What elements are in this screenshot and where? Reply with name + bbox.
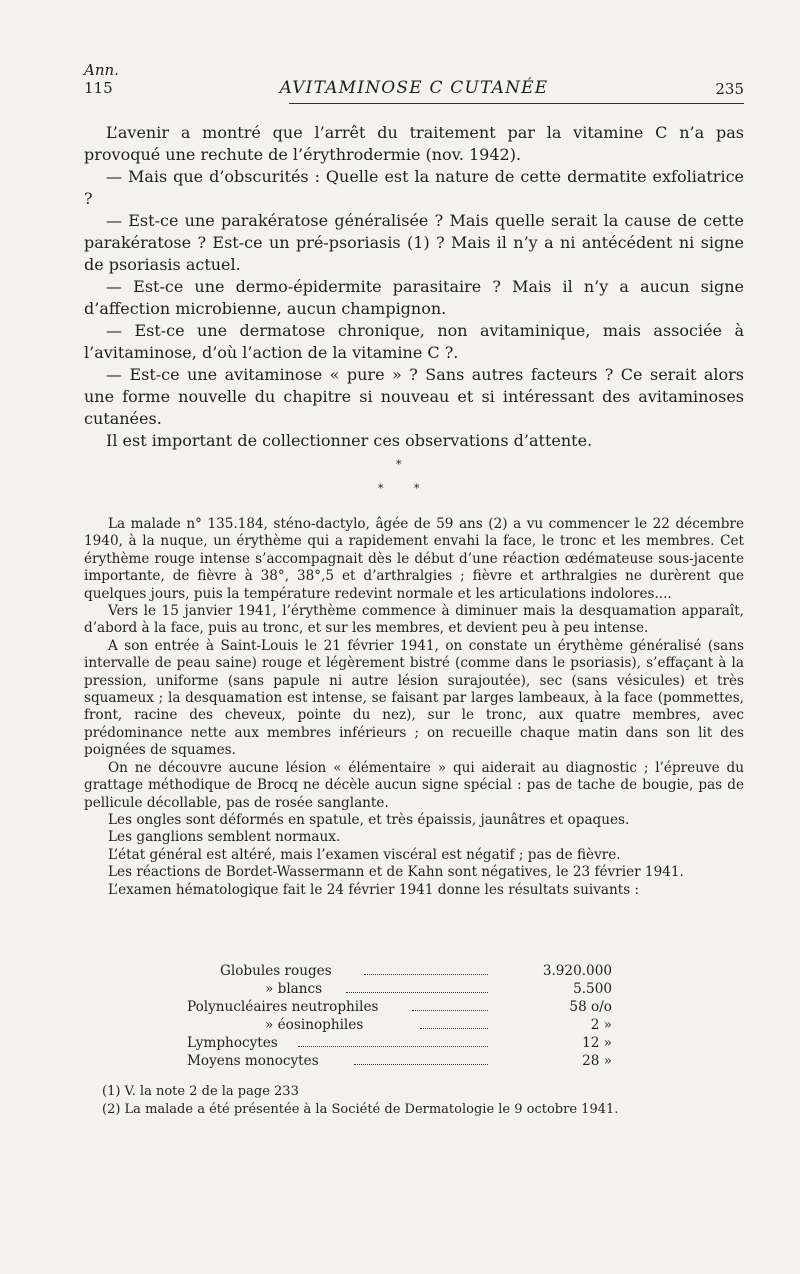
running-title: AVITAMINOSE C CUTANÉE	[279, 78, 549, 98]
asterisk: *	[378, 482, 384, 495]
row-value: 5.500	[573, 981, 612, 997]
row-value: 28 »	[582, 1053, 612, 1069]
leader-dots	[354, 1052, 488, 1065]
paragraph: — Est-ce une avitaminose « pure » ? Sans autres facteurs ? Ce serait alors une forme nouvelle du chapitre si nouveau et si intéressant des avitaminoses cutanées.	[84, 365, 744, 428]
case-paragraph: On ne découvre aucune lésion « élémentaire » qui aiderait au diagnostic ; l’épreuve du grattage méthodique de Brocq ne décèle aucun signe spécial : pas de tache de bougie, pas de pellicule décollable, pas de rosée sanglante.	[84, 759, 744, 811]
paragraph: L’avenir a montré que l’arrêt du traitement par la vitamine C n’a pas provoqué une rechute de l’érythrodermie (nov. 1942).	[84, 123, 744, 164]
case-paragraph: L’examen hématologique fait le 24 février 1941 donne les résultats suivants :	[108, 881, 640, 898]
asterisk: *	[396, 458, 402, 471]
row-value: 58 o/o	[569, 999, 612, 1015]
row-label: Moyens monocytes	[187, 1053, 319, 1069]
case-paragraph: Les ganglions semblent normaux.	[108, 829, 341, 846]
case-paragraph: Les ongles sont déformés en spatule, et très épaissis, jaunâtres et opaques.	[108, 811, 630, 828]
table-row	[0, 1052, 800, 1070]
section-separator	[0, 458, 800, 498]
leader-dots	[346, 980, 488, 993]
footnote: (1) V. la note 2 de la page 233	[102, 1084, 299, 1099]
row-value: 3.920.000	[542, 963, 612, 979]
table-row	[0, 1016, 800, 1034]
row-value: 12 »	[582, 1035, 612, 1051]
table-row	[0, 1034, 800, 1052]
asterisk: *	[414, 482, 420, 495]
paragraph: — Est-ce une parakératose généralisée ? Mais quelle serait la cause de cette parakératose ? Est-ce un pré-psoriasis (1) ? Mais il n’y a ni antécédent ni signe de psoriasis actuel.	[84, 211, 744, 274]
leader-dots	[298, 1034, 488, 1047]
leader-dots	[364, 962, 488, 975]
paragraph: — Mais que d’obscurités : Quelle est la nature de cette dermatite exfoliatrice ?	[84, 167, 744, 208]
case-report	[84, 516, 744, 899]
running-header	[84, 60, 744, 106]
page-number: 235	[715, 80, 744, 98]
leader-dots	[412, 998, 488, 1011]
paragraph: Il est important de collectionner ces observations d’attente.	[106, 431, 593, 450]
case-paragraph: A son entrée à Saint-Louis le 21 février 1941, on constate un érythème généralisé (sans intervalle de peau saine) rouge et légèrement bistré (comme dans le psoriasis), s’effaçant à la pression, uniforme (sans papule ni autre lésion surajoutée), sec (sans vésicules) et très squameux ; la desquamation est intense, se faisant par larges lambeaux, à la face (pommettes, front, racine des cheveux, pointe du nez), sur le tronc, aux quatre membres, avec prédominance nette aux membres inférieurs ; on recueille chaque matin dans son lit des poignées de squames.	[84, 637, 744, 759]
footnote: (2) La malade a été présentée à la Société de Dermatologie le 9 octobre 1941.	[102, 1102, 619, 1117]
row-label: Lymphocytes	[187, 1035, 278, 1051]
case-paragraph: Vers le 15 janvier 1941, l’érythème commence à diminuer mais la desquamation apparaît, d’abord à la face, puis au tronc, et sur les membres, et devient peu à peu intense.	[84, 603, 744, 637]
main-text	[84, 122, 744, 452]
case-paragraph: L’état général est altéré, mais l’examen viscéral est négatif ; pas de fièvre.	[108, 846, 621, 863]
volume-number: 115	[84, 79, 113, 97]
leader-dots	[420, 1016, 488, 1029]
case-paragraph: Les réactions de Bordet-Wassermann et de Kahn sont négatives, le 23 février 1941.	[108, 864, 684, 881]
table-row	[0, 962, 800, 980]
row-value: 2 »	[590, 1017, 612, 1033]
header-rule	[289, 103, 744, 104]
row-label: Globules rouges	[220, 963, 332, 979]
footnotes	[102, 1083, 742, 1119]
row-label: Polynucléaires neutrophiles	[187, 999, 379, 1015]
journal-abbreviation: Ann.	[84, 61, 119, 79]
row-label: » éosinophiles	[265, 1017, 364, 1033]
row-label: » blancs	[265, 981, 323, 997]
table-row	[0, 980, 800, 998]
table-row	[0, 998, 800, 1016]
paragraph: — Est-ce une dermatose chronique, non avitaminique, mais associée à l’avitaminose, d’où l’action de la vitamine C ?.	[84, 321, 744, 362]
paragraph: — Est-ce une dermo-épidermite parasitaire ? Mais il n’y a aucun signe d’affection microbienne, aucun champignon.	[84, 277, 744, 318]
case-paragraph: La malade n° 135.184, sténo-dactylo, âgée de 59 ans (2) a vu commencer le 22 décembre 1940, à la nuque, un érythème qui a rapidement envahi la face, le tronc et les membres. Cet érythème rouge intense s’accompagnait dès le début d’une réaction œdémateuse sous-jacente importante, de fièvre à 38°, 38°,5 et d’arthralgies ; fièvre et arthralgies ne durèrent que quelques jours, puis la température redevint normale et les articulations indolores....	[84, 516, 744, 602]
